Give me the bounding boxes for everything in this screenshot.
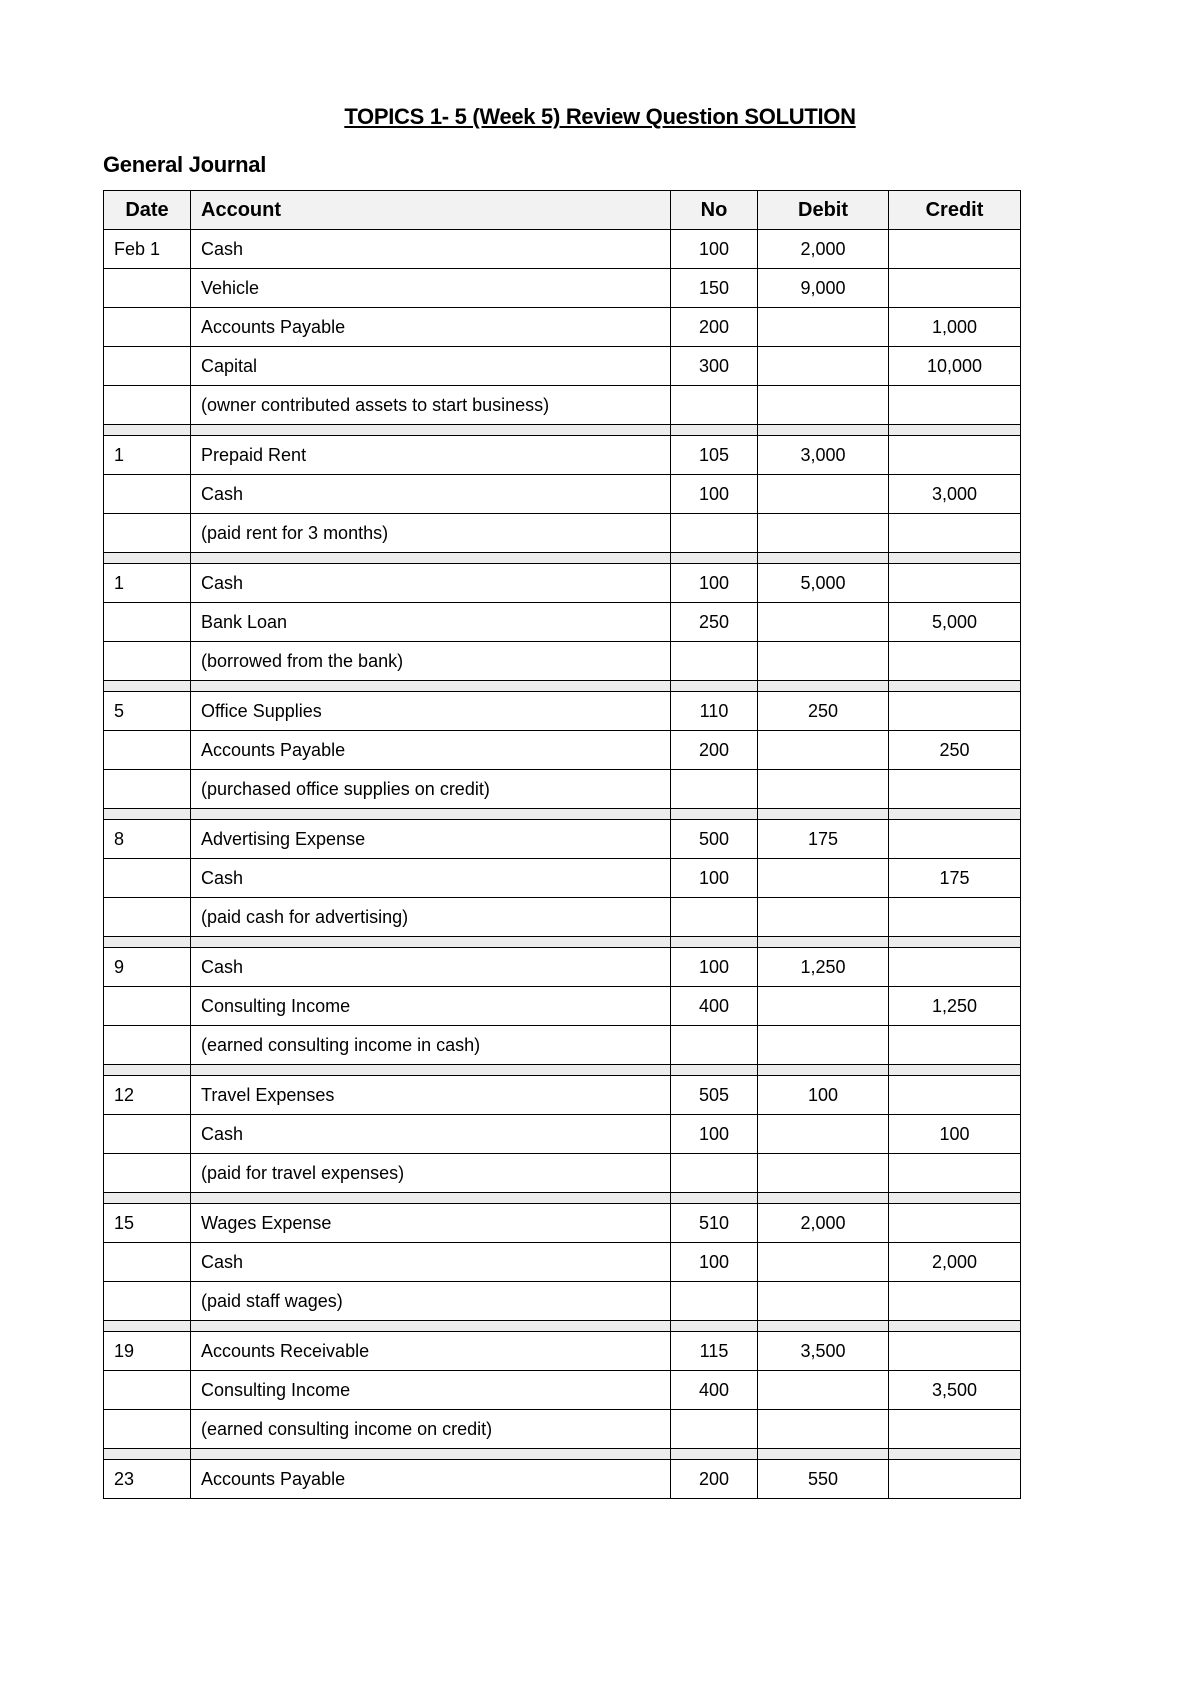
cell-credit: 1,250 [889, 987, 1021, 1026]
cell-debit [758, 898, 889, 937]
cell-account-no: 200 [671, 1460, 758, 1499]
header-date: Date [104, 191, 191, 230]
cell-date: 1 [104, 436, 191, 475]
cell-account-no [671, 1154, 758, 1193]
section-heading: General Journal [103, 152, 267, 177]
entry-separator-row [104, 1449, 1021, 1460]
cell-date: 1 [104, 564, 191, 603]
cell-date [104, 475, 191, 514]
separator-cell [889, 809, 1021, 820]
cell-debit [758, 1282, 889, 1321]
cell-debit: 5,000 [758, 564, 889, 603]
cell-date: 8 [104, 820, 191, 859]
separator-cell [758, 553, 889, 564]
separator-cell [671, 1065, 758, 1076]
cell-account-no: 400 [671, 1371, 758, 1410]
separator-cell [889, 425, 1021, 436]
separator-cell [104, 681, 191, 692]
cell-date [104, 770, 191, 809]
cell-account: Office Supplies [191, 692, 671, 731]
cell-date: 23 [104, 1460, 191, 1499]
cell-date [104, 1115, 191, 1154]
table-row [104, 1410, 1021, 1449]
separator-cell [671, 1449, 758, 1460]
cell-date: 9 [104, 948, 191, 987]
separator-cell [104, 553, 191, 564]
cell-date: Feb 1 [104, 230, 191, 269]
table-row [104, 642, 1021, 681]
table-row [104, 1026, 1021, 1065]
cell-credit [889, 1154, 1021, 1193]
cell-account-no: 100 [671, 1115, 758, 1154]
separator-cell [191, 1193, 671, 1204]
cell-account-no: 110 [671, 692, 758, 731]
cell-debit [758, 1026, 889, 1065]
cell-date [104, 859, 191, 898]
cell-credit [889, 1460, 1021, 1499]
cell-debit: 3,000 [758, 436, 889, 475]
separator-cell [191, 809, 671, 820]
cell-debit [758, 347, 889, 386]
separator-cell [758, 425, 889, 436]
cell-account-no: 100 [671, 564, 758, 603]
table-row [104, 436, 1021, 475]
separator-cell [104, 937, 191, 948]
cell-account: Prepaid Rent [191, 436, 671, 475]
cell-credit [889, 1410, 1021, 1449]
separator-cell [671, 1193, 758, 1204]
separator-cell [671, 681, 758, 692]
cell-account: Capital [191, 347, 671, 386]
cell-debit [758, 987, 889, 1026]
cell-credit [889, 514, 1021, 553]
cell-credit [889, 898, 1021, 937]
cell-credit: 2,000 [889, 1243, 1021, 1282]
cell-account: (borrowed from the bank) [191, 642, 671, 681]
cell-account: Consulting Income [191, 987, 671, 1026]
cell-date [104, 1371, 191, 1410]
cell-debit: 250 [758, 692, 889, 731]
table-row [104, 770, 1021, 809]
header-credit: Credit [889, 191, 1021, 230]
cell-date [104, 308, 191, 347]
cell-debit: 550 [758, 1460, 889, 1499]
cell-debit [758, 1410, 889, 1449]
header-no: No [671, 191, 758, 230]
separator-cell [889, 1193, 1021, 1204]
cell-credit [889, 564, 1021, 603]
cell-account-no: 500 [671, 820, 758, 859]
cell-account-no: 150 [671, 269, 758, 308]
cell-credit [889, 1282, 1021, 1321]
table-row [104, 731, 1021, 770]
table-row [104, 1371, 1021, 1410]
separator-cell [104, 809, 191, 820]
table-row [104, 1204, 1021, 1243]
cell-account-no: 100 [671, 230, 758, 269]
table-row [104, 1154, 1021, 1193]
cell-debit: 175 [758, 820, 889, 859]
table-row [104, 475, 1021, 514]
cell-credit [889, 948, 1021, 987]
cell-debit [758, 308, 889, 347]
cell-credit: 10,000 [889, 347, 1021, 386]
cell-account-no: 200 [671, 731, 758, 770]
separator-cell [191, 937, 671, 948]
entry-separator-row [104, 425, 1021, 436]
cell-credit [889, 386, 1021, 425]
table-body [104, 230, 1021, 1499]
table-row [104, 1282, 1021, 1321]
separator-cell [191, 553, 671, 564]
cell-date [104, 987, 191, 1026]
table-row [104, 820, 1021, 859]
cell-credit [889, 1332, 1021, 1371]
separator-cell [889, 1449, 1021, 1460]
separator-cell [191, 681, 671, 692]
separator-cell [758, 937, 889, 948]
cell-date [104, 642, 191, 681]
table-row [104, 269, 1021, 308]
entry-separator-row [104, 937, 1021, 948]
separator-cell [889, 1321, 1021, 1332]
cell-account: (earned consulting income in cash) [191, 1026, 671, 1065]
cell-credit [889, 1026, 1021, 1065]
cell-debit [758, 731, 889, 770]
table-row [104, 230, 1021, 269]
separator-cell [758, 1193, 889, 1204]
table-row [104, 1332, 1021, 1371]
separator-cell [191, 1065, 671, 1076]
cell-account-no [671, 770, 758, 809]
cell-date: 19 [104, 1332, 191, 1371]
cell-account-no: 300 [671, 347, 758, 386]
cell-credit: 3,000 [889, 475, 1021, 514]
cell-credit: 250 [889, 731, 1021, 770]
cell-account: Cash [191, 948, 671, 987]
separator-cell [889, 681, 1021, 692]
cell-date [104, 1410, 191, 1449]
table-row [104, 987, 1021, 1026]
cell-account-no [671, 642, 758, 681]
separator-cell [671, 425, 758, 436]
cell-account: Cash [191, 1243, 671, 1282]
cell-account: (owner contributed assets to start business) [191, 386, 671, 425]
cell-credit [889, 692, 1021, 731]
cell-account-no: 100 [671, 859, 758, 898]
cell-account-no: 400 [671, 987, 758, 1026]
entry-separator-row [104, 553, 1021, 564]
cell-debit: 100 [758, 1076, 889, 1115]
cell-account-no [671, 1282, 758, 1321]
cell-date [104, 386, 191, 425]
header-debit: Debit [758, 191, 889, 230]
cell-debit: 9,000 [758, 269, 889, 308]
cell-account-no: 505 [671, 1076, 758, 1115]
cell-account: Accounts Receivable [191, 1332, 671, 1371]
separator-cell [758, 1449, 889, 1460]
table-row [104, 859, 1021, 898]
header-account: Account [191, 191, 671, 230]
separator-cell [671, 937, 758, 948]
separator-cell [889, 1065, 1021, 1076]
cell-account-no: 250 [671, 603, 758, 642]
cell-debit [758, 770, 889, 809]
entry-separator-row [104, 681, 1021, 692]
cell-account: (paid cash for advertising) [191, 898, 671, 937]
cell-credit [889, 770, 1021, 809]
table-row [104, 1115, 1021, 1154]
cell-credit: 100 [889, 1115, 1021, 1154]
cell-credit [889, 1076, 1021, 1115]
cell-debit: 1,250 [758, 948, 889, 987]
separator-cell [758, 681, 889, 692]
cell-account: Accounts Payable [191, 1460, 671, 1499]
page-title: TOPICS 1- 5 (Week 5) Review Question SOLUTION [344, 104, 856, 129]
cell-account: (paid for travel expenses) [191, 1154, 671, 1193]
cell-account: Cash [191, 475, 671, 514]
cell-date [104, 1243, 191, 1282]
cell-debit [758, 475, 889, 514]
separator-cell [104, 425, 191, 436]
cell-credit [889, 820, 1021, 859]
cell-account: Advertising Expense [191, 820, 671, 859]
cell-account-no [671, 1026, 758, 1065]
cell-credit: 1,000 [889, 308, 1021, 347]
separator-cell [758, 809, 889, 820]
cell-account-no: 510 [671, 1204, 758, 1243]
separator-cell [104, 1065, 191, 1076]
entry-separator-row [104, 1193, 1021, 1204]
separator-cell [191, 1321, 671, 1332]
cell-debit [758, 514, 889, 553]
separator-cell [889, 553, 1021, 564]
cell-account: (paid rent for 3 months) [191, 514, 671, 553]
general-journal-table [103, 190, 1021, 1499]
cell-credit: 3,500 [889, 1371, 1021, 1410]
table-row [104, 898, 1021, 937]
cell-account: Accounts Payable [191, 731, 671, 770]
cell-debit: 3,500 [758, 1332, 889, 1371]
cell-account: Bank Loan [191, 603, 671, 642]
cell-date [104, 514, 191, 553]
cell-date [104, 731, 191, 770]
cell-account-no [671, 514, 758, 553]
cell-debit: 2,000 [758, 1204, 889, 1243]
cell-account-no [671, 386, 758, 425]
cell-account: Travel Expenses [191, 1076, 671, 1115]
entry-separator-row [104, 1321, 1021, 1332]
cell-account-no: 100 [671, 948, 758, 987]
cell-debit [758, 859, 889, 898]
table-header [104, 191, 1021, 230]
cell-credit [889, 642, 1021, 681]
cell-account: Accounts Payable [191, 308, 671, 347]
table-row [104, 603, 1021, 642]
cell-date [104, 603, 191, 642]
table-row [104, 386, 1021, 425]
cell-account: Wages Expense [191, 1204, 671, 1243]
cell-account: Consulting Income [191, 1371, 671, 1410]
cell-credit: 175 [889, 859, 1021, 898]
cell-debit: 2,000 [758, 230, 889, 269]
cell-debit [758, 386, 889, 425]
separator-cell [758, 1321, 889, 1332]
separator-cell [671, 809, 758, 820]
cell-credit [889, 436, 1021, 475]
table-row [104, 1076, 1021, 1115]
separator-cell [191, 1449, 671, 1460]
table-row [104, 948, 1021, 987]
cell-date [104, 1282, 191, 1321]
table-row [104, 1460, 1021, 1499]
table-row [104, 347, 1021, 386]
cell-debit [758, 603, 889, 642]
table-row [104, 514, 1021, 553]
separator-cell [104, 1449, 191, 1460]
cell-date [104, 1026, 191, 1065]
cell-account: Cash [191, 1115, 671, 1154]
entry-separator-row [104, 1065, 1021, 1076]
cell-date [104, 347, 191, 386]
cell-account-no: 200 [671, 308, 758, 347]
cell-debit [758, 1154, 889, 1193]
separator-cell [104, 1321, 191, 1332]
cell-date: 15 [104, 1204, 191, 1243]
separator-cell [758, 1065, 889, 1076]
cell-account-no: 100 [671, 475, 758, 514]
table-row [104, 308, 1021, 347]
cell-account-no: 115 [671, 1332, 758, 1371]
table-row [104, 564, 1021, 603]
cell-debit [758, 642, 889, 681]
cell-debit [758, 1371, 889, 1410]
cell-account: Cash [191, 230, 671, 269]
table-row [104, 1243, 1021, 1282]
cell-account: Cash [191, 564, 671, 603]
cell-date: 12 [104, 1076, 191, 1115]
cell-credit: 5,000 [889, 603, 1021, 642]
separator-cell [191, 425, 671, 436]
cell-account-no: 105 [671, 436, 758, 475]
entry-separator-row [104, 809, 1021, 820]
header-row [104, 191, 1021, 230]
cell-date [104, 269, 191, 308]
cell-account-no [671, 1410, 758, 1449]
separator-cell [104, 1193, 191, 1204]
cell-credit [889, 1204, 1021, 1243]
table-row [104, 692, 1021, 731]
cell-date [104, 1154, 191, 1193]
cell-credit [889, 269, 1021, 308]
separator-cell [671, 553, 758, 564]
cell-debit [758, 1243, 889, 1282]
cell-date: 5 [104, 692, 191, 731]
cell-account: Cash [191, 859, 671, 898]
cell-date [104, 898, 191, 937]
cell-account: (paid staff wages) [191, 1282, 671, 1321]
separator-cell [671, 1321, 758, 1332]
cell-account: (earned consulting income on credit) [191, 1410, 671, 1449]
cell-account: (purchased office supplies on credit) [191, 770, 671, 809]
separator-cell [889, 937, 1021, 948]
cell-debit [758, 1115, 889, 1154]
cell-credit [889, 230, 1021, 269]
cell-account-no [671, 898, 758, 937]
cell-account: Vehicle [191, 269, 671, 308]
cell-account-no: 100 [671, 1243, 758, 1282]
